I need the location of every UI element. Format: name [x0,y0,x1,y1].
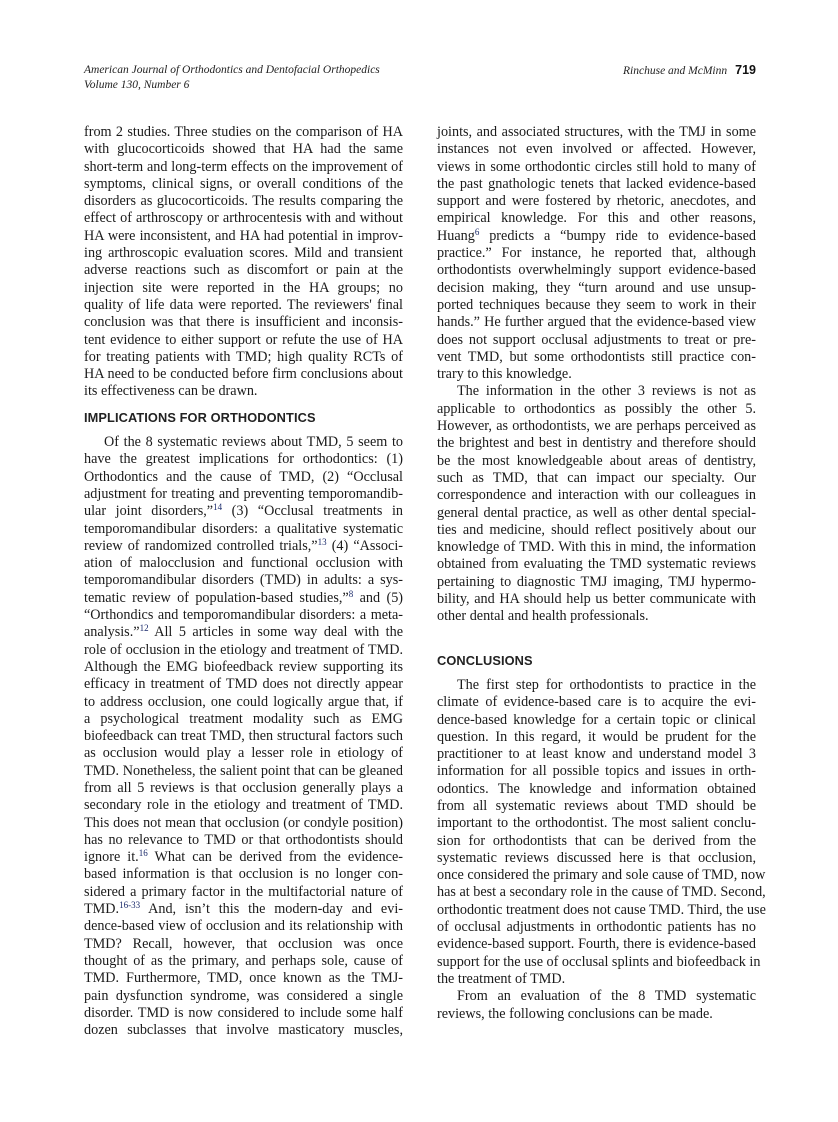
text-line: question. In this regard, it would be prudent for the [437,728,756,745]
text-line: such as TMD, that can impact our specialty. Our [437,469,756,486]
text-line: as occlusion would play a lesser role in etiology of [84,745,403,762]
text-line: adjustment for treating and preventing temporomandib- [84,485,403,502]
section-heading-implications: IMPLICATIONS FOR ORTHODONTICS [84,409,316,425]
text-line: systematic reviews discussed here is that occlusion, [437,849,756,866]
text-line: orthodontic treatment does not cause TMD. Third, the use [437,901,766,918]
text-line: once considered the primary and sole cause of TMD, now [437,867,766,884]
text-line: practitioner to at least know and understand model 3 [437,746,756,763]
paragraph-conclusions [437,676,766,988]
text-line: important to the orthodontist. The most salient conclu- [437,815,756,832]
text-line: Although the EMG biofeedback review supporting its [84,658,403,675]
text-line: ties and medicine, should reflect positively about our [437,521,756,538]
text-line: to address occlusion, one could logically argue that, if [84,693,403,710]
text-line: short-term and long-term effects on the improvement of [84,158,403,175]
text-line: support for the use of occlusal splints and biofeedback in [437,953,761,970]
text-line [84,590,403,607]
text-line: with glucocorticoids showed that HA had the same [84,141,403,158]
text-segment: All 5 articles in some way deal with the [148,624,403,641]
paragraph-ha-findings [84,124,403,401]
text-line: evidence-based support. Fourth, there is evidence-based [437,936,756,953]
text-line: dozen subclasses that involve masticatory muscles, [84,1022,403,1039]
text-line: applicable to orthodontics as possibly the other 5. [437,400,756,417]
journal-title: American Journal of Orthodontics and Dentofacial Orthopedics [84,64,380,76]
running-authors: Rinchuse and McMinn [623,65,728,77]
citation-link[interactable]: 16 [138,848,148,859]
text-line: ing arthroscopic evaluation scores. Mild and transient [84,245,403,262]
text-line: support and were fostered by rhetoric, anecdotes, and [437,193,756,210]
text-line: This does not mean that occlusion (or condyle position) [84,814,403,831]
text-line: from 2 studies. Three studies on the comparison of HA [84,124,403,140]
text-line: the treatment of TMD. [437,970,566,987]
text-line: joints, and associated structures, with the TMJ in some [437,124,756,140]
text-line: instances not even involved or affected. However, [437,141,756,158]
citation-link[interactable]: 14 [213,502,223,513]
text-line [84,624,403,641]
text-line: Of the 8 systematic reviews about TMD, 5 seem to [104,434,403,451]
text-line: reviews, the following conclusions can be made. [437,1005,713,1022]
text-line: information for all possible topics and issues in orth- [437,763,756,780]
text-line: conclusion was that there is insufficient and inconsis- [84,314,403,331]
text-line: from all 5 reviews is that occlusion generally plays a [84,779,403,796]
right-column [437,124,766,1023]
text-line [437,228,756,245]
text-segment: (3) “Occlusal treatments in [222,503,403,520]
text-line: TMD. Nonetheless, the salient point that can be gleaned [84,762,403,779]
text-line: adverse reactions such as discomfort or pain at the [84,262,403,279]
text-line: dence-based view of occlusion and its relationship with [84,918,403,935]
paragraph-evaluation [437,988,756,1023]
text-line: odontics. The knowledge and information obtained [437,780,756,797]
text-line [84,901,403,918]
text-line [84,538,403,555]
text-segment: Huang [437,227,475,244]
text-line: thought of as the primary, and perhaps sole, cause of [84,952,403,969]
text-line: efficacy in treatment of TMD does not directly appear [84,676,403,693]
text-line: However, as orthodontists, we are perhaps perceived as [437,418,756,435]
paragraph-tmd-subclasses [437,124,756,383]
text-line: decision making, they “turn around and use unsup- [437,279,756,296]
left-column [84,124,403,1039]
text-line: Orthodontics and the cause of TMD, (2) “Occlusal [84,468,403,485]
text-segment: predicts a “bumpy ride to evidence-based [479,227,756,244]
text-line [84,849,403,866]
text-segment: analysis.” [84,624,140,641]
spacer [437,669,756,677]
text-line: pertaining to diagnostic TMJ imaging, TMJ hypermo- [437,573,756,590]
text-line: other dental and health professionals. [437,608,649,625]
text-line: symptoms, clinical signs, or overall conditions of the [84,175,403,192]
text-line: general dental practice, as well as other dental special- [437,504,756,521]
text-line: TMD. Furthermore, TMD, once known as the TMJ- [84,970,403,987]
text-line: From an evaluation of the 8 TMD systematic [457,988,756,1005]
text-segment: ignore it. [84,849,139,866]
text-line: obtained from evaluating the TMD systematic reviews [437,556,756,573]
text-line: secondary role in the etiology and treatment of TMD. [84,797,403,814]
citation-link[interactable]: 16-33 [119,900,141,911]
spacer [437,626,756,652]
text-line: the brightest and best in dentistry and therefore should [437,435,756,452]
text-line: bility, and HA should help us better communicate with [437,591,756,608]
text-line: HA need to be conducted before firm conclusions about [84,366,403,383]
text-segment: ular joint disorders,” [84,503,214,520]
text-line: role of occlusion in the etiology and treatment of TMD. [84,641,403,658]
text-line: has no relevance to TMD or that orthodontists should [84,831,403,848]
spacer [84,401,403,409]
text-line: vent TMD, but some orthodontists still practice con- [437,348,756,365]
text-line: effect of arthroscopy or arthrocentesis with and without [84,210,403,227]
text-segment: (4) “Associ- [326,537,403,554]
journal-volume: Volume 130, Number 6 [84,79,190,91]
text-line: injection site were reported in the HA groups; no [84,279,403,296]
text-line: have the greatest implications for orthodontics: (1) [84,451,403,468]
text-line: ported techniques because they seem to work in their [437,296,756,313]
citation-link[interactable]: 13 [317,536,327,547]
text-line: does not support occlusal adjustments to treat or pre- [437,331,756,348]
text-line: climate of evidence-based care is to acquire the evi- [437,694,756,711]
text-line: tent evidence to either support or refute the use of HA [84,331,403,348]
citation-link[interactable]: 8 [348,588,354,599]
text-line: knowledge of TMD. With this in mind, the information [437,539,756,556]
text-segment: What can be derived from the evidence- [147,849,403,866]
text-line: correspondence and interaction with our colleagues in [437,487,756,504]
text-line: biofeedback can treat TMD, then structural factors such [84,728,403,745]
text-line: a psychological treatment modality such as EMG [84,710,403,727]
text-line: temporomandibular disorders (TMD) in adults: a sys- [84,572,403,589]
text-segment: And, isn’t this the modern-day and evi- [140,901,403,918]
text-segment: TMD. [84,901,120,918]
text-line: has at best a secondary role in the cause of TMD. Second, [437,884,766,901]
text-line: sion for orthodontists that can be derived from the [437,832,756,849]
text-line: hands.” He further argued that the evidence-based view [437,314,756,331]
text-line: TMD? Recall, however, that occlusion was once [84,935,403,952]
text-line: of occlusal adjustments in orthodontic patients has no [437,919,756,936]
text-line: for treating patients with TMD; high quality RCTs of [84,348,403,365]
text-line: The information in the other 3 reviews is not as [457,383,756,400]
page-number: 719 [735,63,756,77]
text-line: temporomandibular disorders: a qualitative systematic [84,520,403,537]
text-line: views in some orthodontic circles still hold to many of [437,158,756,175]
text-line: orthodontists overwhelmingly support evidence-based [437,262,756,279]
citation-link[interactable]: 12 [139,623,149,634]
text-segment: review of randomized controlled trials,” [84,537,318,554]
text-line: HA were inconsistent, and HA had potential in improv- [84,227,403,244]
text-line: dence-based knowledge for a certain topic or clinical [437,711,756,728]
text-line: ation of malocclusion and functional occlusion with [84,555,403,572]
text-line: its effectiveness can be drawn. [84,383,258,400]
text-segment: tematic review of population-based studies,” [84,589,349,606]
text-line: sidered a primary factor in the multifactorial nature of [84,883,403,900]
text-line: disorder. TMD is now considered to include some half [84,1004,403,1021]
section-heading-conclusions: CONCLUSIONS [437,652,533,668]
text-line: disorders as glucocorticoids. The results comparing the [84,193,403,210]
text-line: “Orthondics and temporomandibular disorders: a meta- [84,607,403,624]
text-segment: and (5) [353,589,404,606]
paragraph-implications [84,434,403,1039]
text-line: based information is that occlusion is no longer con- [84,866,403,883]
text-line: be the most knowledgeable about areas of dentistry, [437,452,756,469]
text-line: the past gnathologic tenets that lacked evidence-based [437,175,756,192]
citation-link[interactable]: 6 [474,226,480,237]
text-line: The first step for orthodontists to practice in the [457,676,756,693]
text-line: from all systematic reviews about TMD should be [437,797,756,814]
text-line: pain dysfunction syndrome, was considered a single [84,987,403,1004]
journal-citation [84,63,380,93]
text-line: trary to this knowledge. [437,366,572,383]
text-line [84,503,403,520]
paragraph-other-reviews [437,383,756,625]
text-line: empirical knowledge. For this and other reasons, [437,210,756,227]
spacer [84,426,403,434]
text-line: quality of life data were reported. The reviewers' final [84,296,403,313]
text-line: practice.” For instance, he reported that, although [437,245,756,262]
header-right [623,63,756,79]
